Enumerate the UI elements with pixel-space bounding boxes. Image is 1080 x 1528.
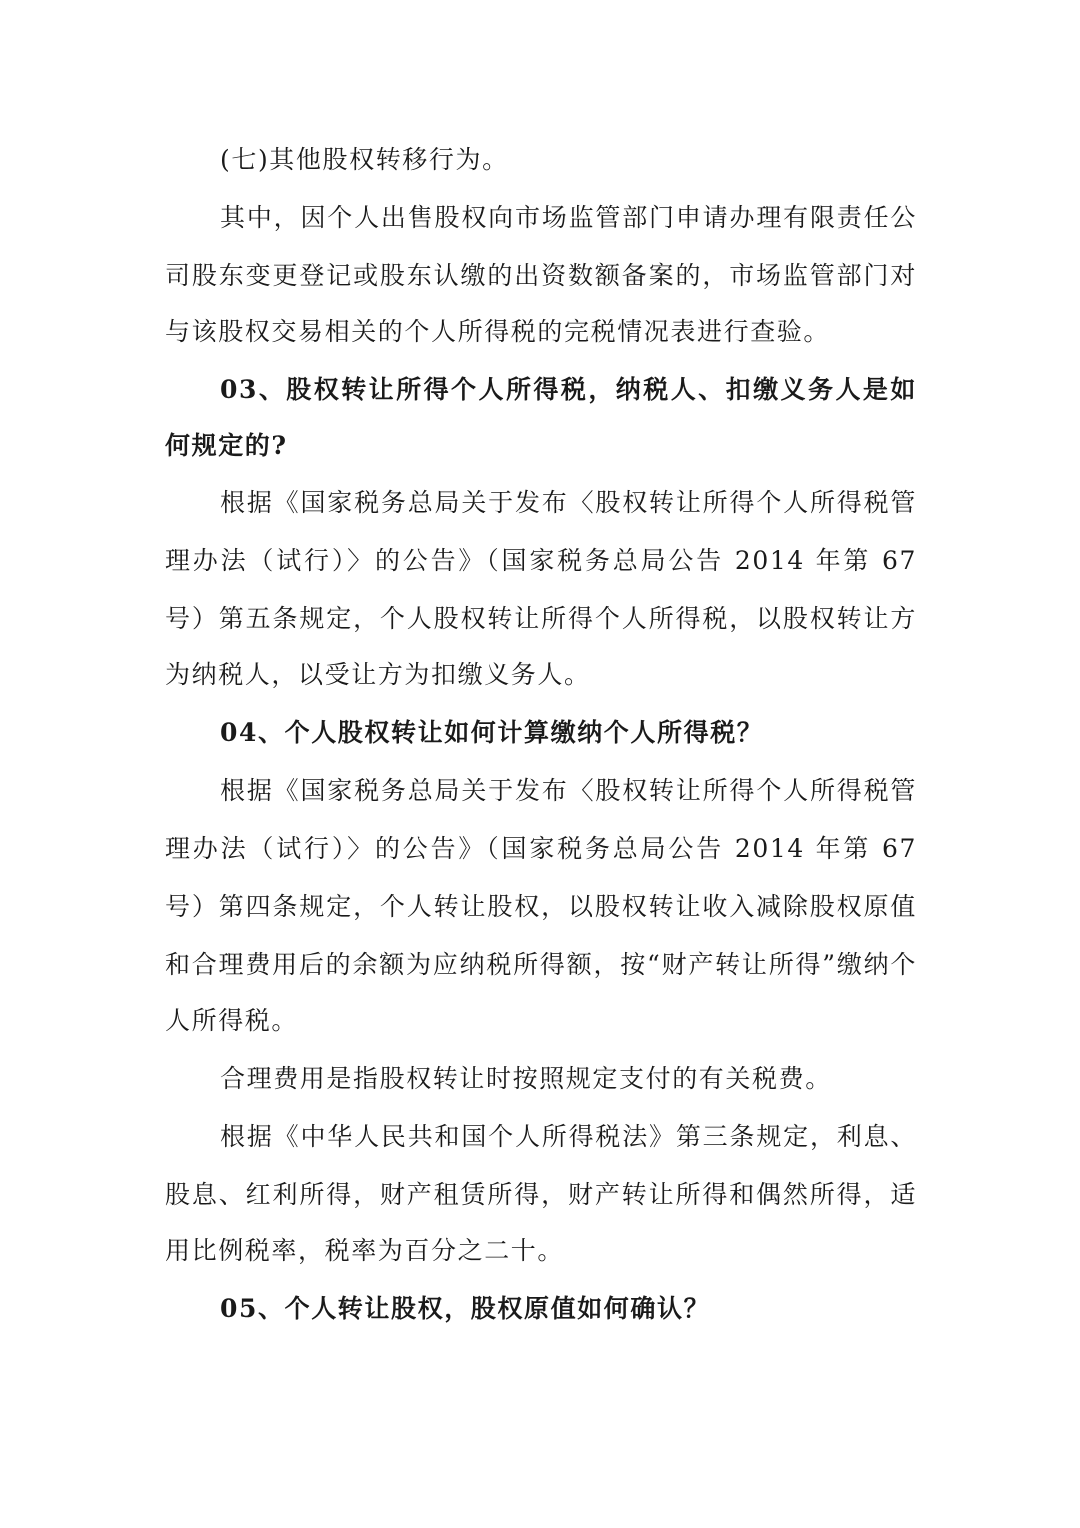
paragraph-line: 根据《国家税务总局关于发布〈股权转让所得个人所得税管 (220, 776, 917, 805)
paragraph-line: 司股东变更登记或股东认缴的出资数额备案的，市场监管部门对 (165, 261, 917, 290)
paragraph-line: 号）第四条规定，个人转让股权，以股权转让收入减除股权原值 (165, 892, 917, 921)
paragraph-line: 和合理费用后的余额为应纳税所得额，按“财产转让所得”缴纳个 (165, 950, 917, 979)
paragraph-line: 根据《国家税务总局关于发布〈股权转让所得个人所得税管 (220, 488, 917, 517)
paragraph-line: 根据《中华人民共和国个人所得税法》第三条规定，利息、 (220, 1122, 917, 1151)
section-heading-line: 何规定的? (165, 431, 288, 460)
paragraph-line: 号）第五条规定，个人股权转让所得个人所得税，以股权转让方 (165, 604, 917, 633)
paragraph-line: 用比例税率，税率为百分之二十。 (165, 1236, 565, 1265)
section-heading-line: 03、股权转让所得个人所得税，纳税人、扣缴义务人是如 (220, 375, 917, 404)
paragraph-line: 理办法（试行）〉的公告》（国家税务总局公告 2014 年第 67 (165, 834, 917, 863)
paragraph-line: 合理费用是指股权转让时按照规定支付的有关税费。 (220, 1064, 832, 1093)
section-heading-line: 04、个人股权转让如何计算缴纳个人所得税？ (220, 718, 764, 747)
paragraph-line: 人所得税。 (165, 1006, 299, 1035)
paragraph-line: (七)其他股权转移行为。 (220, 145, 509, 174)
paragraph-line: 理办法（试行）〉的公告》（国家税务总局公告 2014 年第 67 (165, 546, 917, 575)
paragraph-line: 为纳税人，以受让方为扣缴义务人。 (165, 660, 591, 689)
paragraph-line: 股息、红利所得，财产租赁所得，财产转让所得和偶然所得，适 (165, 1180, 917, 1209)
paragraph-line: 与该股权交易相关的个人所得税的完税情况表进行查验。 (165, 317, 831, 346)
paragraph-line: 其中，因个人出售股权向市场监管部门申请办理有限责任公 (220, 203, 917, 232)
section-heading-line: 05、个人转让股权，股权原值如何确认？ (220, 1294, 711, 1323)
